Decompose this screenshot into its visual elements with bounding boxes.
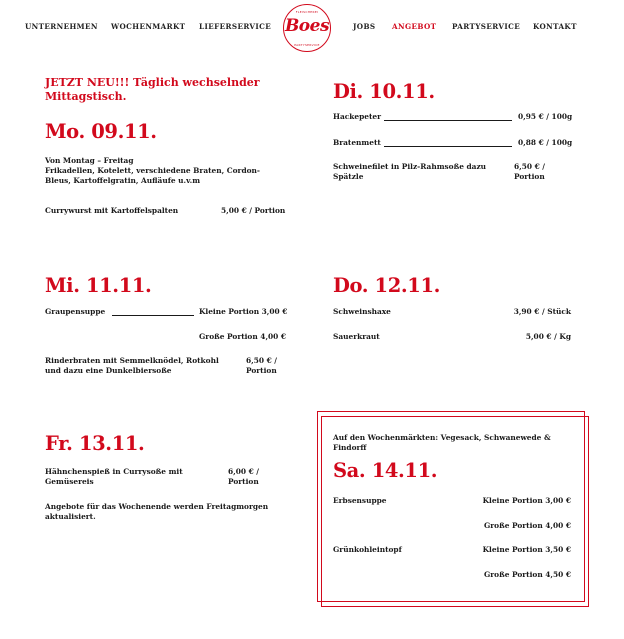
day-title-tuesday: Di. 10.11.: [333, 80, 435, 103]
thursday-item-name: Schweinshaxe: [333, 307, 391, 316]
monday-text: [45, 156, 275, 186]
logo-ring-bottom: PARTYSERVICE: [294, 43, 320, 47]
tuesday-item-price: 0,95 € / 100g: [518, 112, 573, 121]
monday-line1: Von Montag – Freitag: [45, 156, 134, 165]
day-title-monday: Mo. 09.11.: [45, 120, 157, 143]
tuesday-item-name: Hackepeter: [333, 112, 381, 121]
saturday-soup2-small: Kleine Portion 3,50 €: [482, 545, 571, 554]
day-title-wednesday: Mi. 11.11.: [45, 274, 152, 297]
monday-line2: Frikadellen, Kotelett, verschiedene Braten, Cordon-Bleus, Kartoffelgratin, Aufläufe u.v.m: [45, 166, 260, 185]
top-navigation: [0, 0, 624, 56]
nav-angebot[interactable]: ANGEBOT: [392, 22, 437, 31]
nav-jobs[interactable]: JOBS: [353, 22, 376, 31]
nav-wochenmarkt[interactable]: WOCHENMARKT: [111, 22, 186, 31]
wednesday-dish-price: 6,50 € / Portion: [246, 356, 277, 375]
monday-price: 5,00 € / Portion: [221, 206, 286, 215]
price-leader-line: [384, 146, 512, 147]
thursday-item-price: 5,00 € / Kg: [525, 332, 571, 341]
friday-price: 6,00 € / Portion: [228, 467, 259, 486]
thursday-item-name: Sauerkraut: [333, 332, 380, 341]
wednesday-dish: Rinderbraten mit Semmelknödel, Rotkohl und dazu eine Dunkelbiersoße: [45, 356, 219, 375]
friday-note: Angebote für das Wochenende werden Freitagmorgen aktualisiert.: [45, 502, 269, 521]
saturday-soup1: Erbsensuppe: [333, 496, 387, 505]
wednesday-large-portion: Große Portion 4,00 €: [199, 332, 287, 341]
friday-dish: Hähnchenspieß in Currysoße mit Gemüsereis: [45, 467, 183, 486]
logo-ring-top: FLEISCHEREI: [295, 10, 319, 14]
nav-lieferservice[interactable]: LIEFERSERVICE: [199, 22, 272, 31]
day-title-friday: Fr. 13.11.: [45, 432, 145, 455]
tuesday-item-price: 0,88 € / 100g: [518, 138, 573, 147]
logo-wordmark: Boes: [284, 16, 330, 36]
tuesday-item-price: 6,50 € / Portion: [514, 162, 545, 181]
wednesday-soup: Graupensuppe: [45, 307, 106, 316]
nav-partyservice[interactable]: PARTYSERVICE: [452, 22, 521, 31]
saturday-soup1-large: Große Portion 4,00 €: [483, 521, 571, 530]
price-leader-line: [112, 315, 194, 316]
tuesday-item-name: Schweinefilet in Pilz-Rahmsoße dazu Spätzle: [333, 162, 487, 181]
tuesday-item-name: Bratenmett: [333, 138, 381, 147]
saturday-soup2: Grünkohleintopf: [333, 545, 402, 554]
boes-logo[interactable]: [283, 4, 331, 52]
nav-kontakt[interactable]: KONTAKT: [533, 22, 577, 31]
saturday-markets: Auf den Wochenmärkten: Vegesack, Schwanewede & Findorff: [333, 433, 551, 452]
saturday-soup2-large: Große Portion 4,50 €: [483, 570, 571, 579]
nav-unternehmen[interactable]: UNTERNEHMEN: [25, 22, 98, 31]
monday-dish: Currywurst mit Kartoffelspalten: [45, 206, 179, 215]
day-title-saturday: Sa. 14.11.: [333, 459, 438, 482]
wednesday-small-portion: Kleine Portion 3,00 €: [199, 307, 288, 316]
thursday-item-price: 3,90 € / Stück: [513, 307, 571, 316]
saturday-soup1-small: Kleine Portion 3,00 €: [482, 496, 571, 505]
mittagstisch-intro: JETZT NEU!!! Täglich wechselnder Mittagstisch.: [45, 76, 260, 103]
day-title-thursday: Do. 12.11.: [333, 274, 441, 297]
price-leader-line: [384, 120, 512, 121]
